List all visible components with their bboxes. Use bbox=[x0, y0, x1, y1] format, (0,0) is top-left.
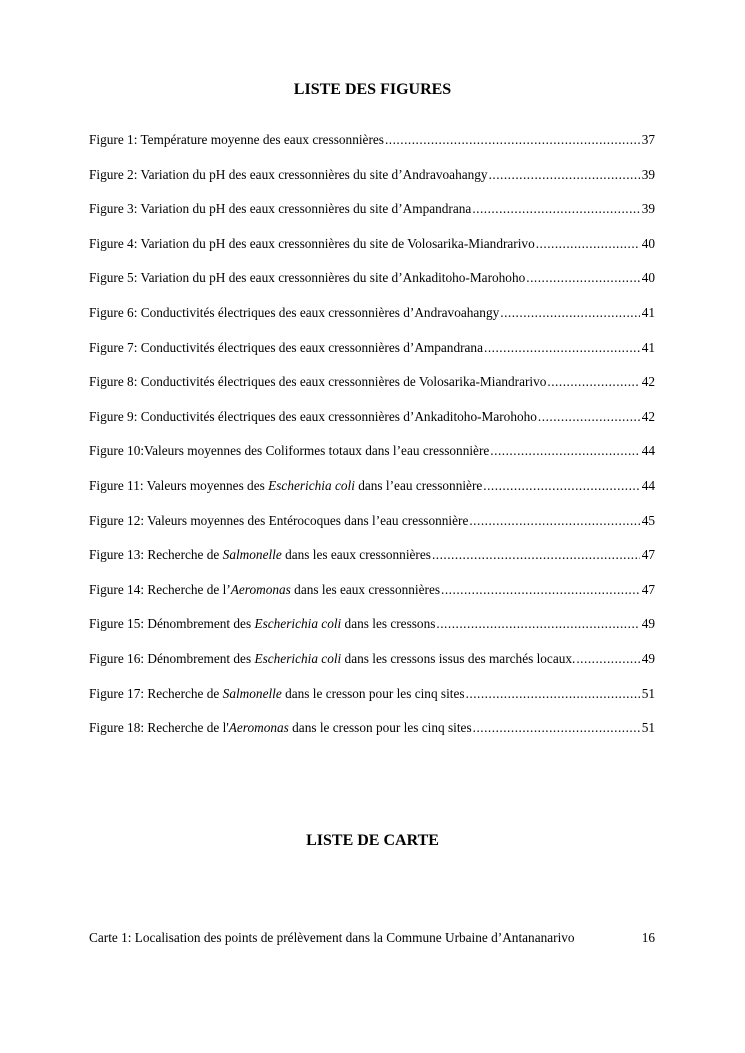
entry-page-number: 16 bbox=[641, 930, 655, 945]
figure-entry bbox=[89, 545, 655, 580]
entry-page-number: 49 bbox=[641, 616, 655, 632]
entry-title-text: Figure 2: Variation du pH des eaux cressonnières du site d’Andravoahangy bbox=[89, 166, 488, 182]
dot-leader bbox=[547, 372, 639, 392]
entry-title bbox=[89, 476, 482, 496]
dot-leader bbox=[526, 268, 639, 288]
dot-leader bbox=[436, 614, 639, 634]
entry-title-italic: Escherichia coli bbox=[254, 650, 342, 666]
figure-entry bbox=[89, 476, 655, 511]
entry-title-text: Figure 11: Valeurs moyennes des bbox=[89, 477, 269, 493]
entry-title bbox=[89, 718, 472, 738]
entry-title-text: Figure 14: Recherche de l’ bbox=[89, 581, 231, 597]
entry-title bbox=[89, 649, 575, 669]
entry-title-suffix: dans l’eau cressonnière bbox=[354, 477, 483, 493]
entry-title bbox=[89, 928, 575, 948]
dot-leader bbox=[473, 718, 640, 738]
entry-title-text: Figure 10:Valeurs moyennes des Coliformes totaux dans l’eau cressonnière bbox=[89, 443, 490, 459]
entry-title bbox=[89, 441, 489, 461]
entry-title bbox=[89, 372, 546, 392]
dot-leader bbox=[469, 511, 639, 531]
entry-title-text: Figure 6: Conductivités électriques des eaux cressonnières d’Andravoahangy bbox=[89, 304, 500, 320]
entry-page-number: 37 bbox=[641, 132, 655, 147]
figure-entry bbox=[89, 441, 655, 476]
entry-page-number: 51 bbox=[641, 685, 655, 701]
entry-page-number: 40 bbox=[641, 235, 655, 251]
entry-page-number: 49 bbox=[641, 650, 655, 666]
entry-title bbox=[89, 268, 525, 288]
figure-entry bbox=[89, 165, 655, 200]
map-entry bbox=[89, 928, 655, 963]
figure-entry bbox=[89, 718, 655, 753]
entry-title-italic: Salmonelle bbox=[222, 685, 282, 701]
figure-entry bbox=[89, 614, 655, 649]
entry-title-text: Figure 9: Conductivités électriques des eaux cressonnières d’Ankaditoho-Marohoho bbox=[89, 408, 537, 424]
entry-title bbox=[89, 407, 537, 427]
entry-title bbox=[89, 303, 499, 323]
entry-title-text: Figure 4: Variation du pH des eaux cressonnières du site de Volosarika-Miandrarivo bbox=[89, 235, 535, 251]
entry-title-text: Figure 15: Dénombrement des bbox=[89, 616, 255, 632]
dot-leader bbox=[472, 199, 639, 219]
entry-title-suffix: dans les cressons issus des marchés locaux. bbox=[341, 650, 576, 666]
entry-title bbox=[89, 234, 535, 254]
figures-list bbox=[89, 130, 655, 753]
figure-entry bbox=[89, 407, 655, 442]
figure-entry bbox=[89, 199, 655, 234]
entry-title bbox=[89, 545, 431, 565]
entry-page-number: 39 bbox=[641, 166, 655, 182]
entry-page-number: 47 bbox=[641, 547, 655, 563]
entry-title-italic: Aeromonas bbox=[230, 581, 291, 597]
figure-entry bbox=[89, 511, 655, 546]
entry-title-text: Figure 13: Recherche de bbox=[89, 547, 223, 563]
figure-entry bbox=[89, 268, 655, 303]
dot-leader bbox=[490, 441, 639, 461]
entry-page-number: 45 bbox=[641, 512, 655, 528]
entry-title-text: Figure 18: Recherche de l' bbox=[89, 720, 229, 736]
entry-title-suffix: dans le cresson pour les cinq sites bbox=[288, 720, 472, 736]
figure-entry bbox=[89, 372, 655, 407]
entry-title-suffix: dans les eaux cressonnières bbox=[290, 581, 441, 597]
entry-title-text: Figure 17: Recherche de bbox=[89, 685, 223, 701]
entry-title bbox=[89, 199, 471, 219]
entry-title-text: Carte 1: Localisation des points de prélèvement dans la Commune Urbaine d’Antananarivo bbox=[89, 930, 575, 945]
dot-leader bbox=[385, 130, 640, 150]
entry-page-number: 47 bbox=[641, 581, 655, 597]
dot-leader bbox=[536, 234, 640, 254]
entry-title-text: Figure 3: Variation du pH des eaux cressonnières du site d’Ampandrana bbox=[89, 201, 472, 217]
dot-leader bbox=[441, 580, 640, 600]
dot-leader bbox=[432, 545, 640, 565]
dot-leader bbox=[466, 684, 640, 704]
figure-entry bbox=[89, 684, 655, 719]
maps-list bbox=[89, 928, 655, 963]
entry-page-number: 42 bbox=[641, 374, 655, 390]
entry-page-number: 44 bbox=[641, 477, 655, 493]
entry-title-suffix: dans les cressons bbox=[341, 616, 436, 632]
figure-entry bbox=[89, 338, 655, 373]
figure-entry bbox=[89, 303, 655, 338]
figure-entry bbox=[89, 234, 655, 269]
dot-leader bbox=[489, 165, 640, 185]
entry-title-italic: Escherichia coli bbox=[254, 616, 342, 632]
entry-title bbox=[89, 165, 488, 185]
entry-title bbox=[89, 684, 465, 704]
entry-title bbox=[89, 130, 384, 150]
entry-page-number: 51 bbox=[641, 720, 655, 736]
entry-title-text: Figure 12: Valeurs moyennes des Entérocoques dans l’eau cressonnière bbox=[89, 512, 469, 528]
entry-title bbox=[89, 580, 440, 600]
dot-leader bbox=[538, 407, 640, 427]
figure-entry bbox=[89, 130, 655, 165]
dot-leader bbox=[483, 476, 639, 496]
entry-title-italic: Aeromonas bbox=[228, 720, 289, 736]
entry-page-number: 41 bbox=[641, 304, 655, 320]
entry-title-text: Figure 8: Conductivités électriques des eaux cressonnières de Volosarika-Miandrarivo bbox=[89, 374, 547, 390]
figures-list-heading: LISTE DES FIGURES bbox=[293, 81, 452, 98]
entry-title-suffix: dans les eaux cressonnières bbox=[281, 547, 431, 563]
maps-list-heading: LISTE DE CARTE bbox=[306, 832, 439, 849]
entry-title-text: Figure 5: Variation du pH des eaux cressonnières du site d’Ankaditoho-Marohoho bbox=[89, 270, 526, 286]
entry-title-text: Figure 7: Conductivités électriques des eaux cressonnières d’Ampandrana bbox=[89, 339, 483, 355]
entry-title bbox=[89, 614, 435, 634]
entry-title-text: Figure 16: Dénombrement des bbox=[89, 650, 255, 666]
entry-title-text: Figure 1: Température moyenne des eaux cressonnières bbox=[89, 132, 384, 147]
dot-leader bbox=[484, 338, 640, 358]
entry-page-number: 42 bbox=[641, 408, 655, 424]
entry-page-number: 44 bbox=[641, 443, 655, 459]
figure-entry bbox=[89, 649, 655, 684]
entry-title-italic: Escherichia coli bbox=[268, 477, 355, 493]
entry-title bbox=[89, 511, 468, 531]
entry-title bbox=[89, 338, 483, 358]
entry-title-italic: Salmonelle bbox=[222, 547, 282, 563]
entry-page-number: 41 bbox=[641, 339, 655, 355]
entry-page-number: 39 bbox=[641, 201, 655, 217]
dot-leader bbox=[500, 303, 639, 323]
entry-page-number: 40 bbox=[641, 270, 655, 286]
dot-leader bbox=[576, 649, 639, 669]
figure-entry bbox=[89, 580, 655, 615]
entry-title-suffix: dans le cresson pour les cinq sites bbox=[281, 685, 465, 701]
